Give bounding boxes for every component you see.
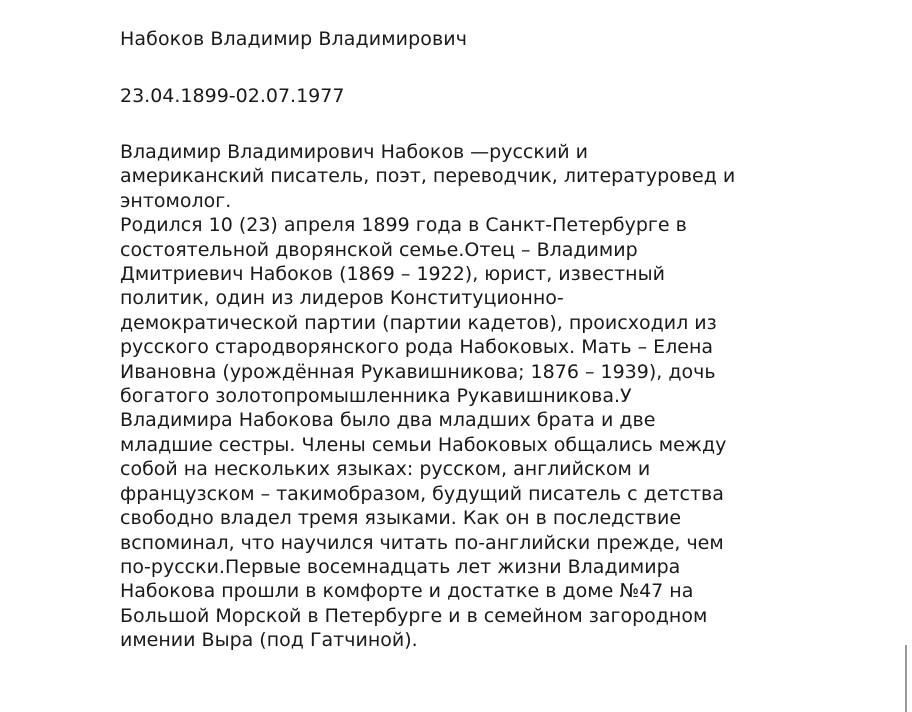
biography-line: Владимира Набокова было два младших брата и две: [120, 409, 656, 432]
biography-line: свободно владел тремя языками. Как он в последствие: [120, 507, 682, 530]
biography-line: французском – такимобразом, будущий писатель с детства: [120, 482, 724, 505]
biography-line: Большой Морской в Петербурге и в семейном загородном: [120, 604, 708, 627]
biography-line: энтомолог.: [120, 189, 232, 212]
scrollbar-edge: [905, 645, 907, 712]
biography-line: политик, один из лидеров Конституционно-: [120, 287, 564, 310]
biography-line: младшие сестры. Члены семьи Набоковых общались между: [120, 433, 727, 456]
biography-line: демократической партии (партии кадетов), происходил из: [120, 311, 717, 334]
biography-line: Ивановна (урождённая Рукавишникова; 1876 – 1939), дочь: [120, 360, 716, 383]
biography-line: богатого золотопромышленника Рукавишникова.У: [120, 385, 632, 408]
biography-line: Владимир Владимирович Набоков —русский и: [120, 141, 588, 163]
biography-text: [120, 140, 780, 653]
biography-line: состоятельной дворянской семье.Отец – Владимир: [120, 238, 638, 261]
document-page: [120, 26, 780, 653]
biography-line: вспоминал, что научился читать по-английски прежде, чем: [120, 531, 724, 554]
biography-line: Родился 10 (23) апреля 1899 года в Санкт-Петербурге в: [120, 214, 687, 237]
biography-line: по-русски.Первые восемнадцать лет жизни Владимира: [120, 555, 681, 578]
life-dates: 23.04.1899-02.07.1977: [120, 85, 345, 107]
biography-line: русского стародворянского рода Набоковых. Мать – Елена: [120, 336, 714, 359]
biography-line: Дмитриевич Набоков (1869 – 1922), юрист, известный: [120, 263, 665, 286]
person-name-heading: Набоков Владимир Владимирович: [120, 28, 468, 50]
biography-line: собой на нескольких языках: русском, английском и: [120, 458, 651, 481]
biography-line: имении Выра (под Гатчиной).: [120, 629, 418, 652]
biography-line: Набокова прошли в комфорте и достатке в доме №47 на: [120, 580, 694, 603]
biography-line: американский писатель, поэт, переводчик, литературовед и: [120, 165, 736, 188]
